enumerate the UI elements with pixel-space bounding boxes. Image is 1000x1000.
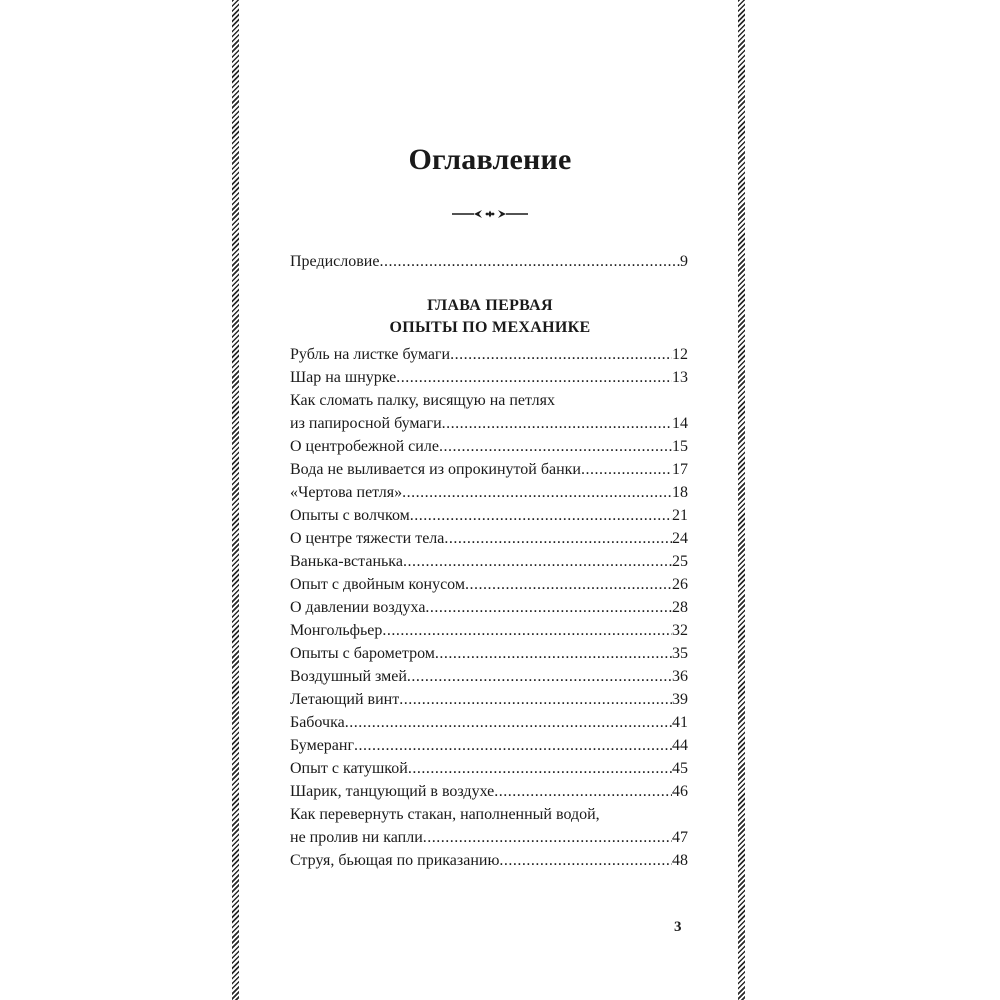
rope-border-right-icon xyxy=(738,0,745,1000)
dot-leader xyxy=(425,596,672,619)
toc-entry-page: 35 xyxy=(672,645,688,662)
dot-leader xyxy=(408,757,672,780)
toc-entry-page: 47 xyxy=(672,829,688,846)
toc-entry-page: 41 xyxy=(672,714,688,731)
toc-entry xyxy=(290,343,688,366)
toc-entry xyxy=(290,550,688,573)
dot-leader xyxy=(499,849,672,872)
toc-entry-page: 44 xyxy=(672,737,688,754)
toc-entry-title: Опыты с волчком xyxy=(290,507,410,524)
toc-entry-page: 15 xyxy=(672,438,688,455)
chapter-name: ОПЫТЫ ПО МЕХАНИКЕ xyxy=(389,319,591,336)
dot-leader xyxy=(494,780,672,803)
toc-entry-page: 36 xyxy=(672,668,688,685)
toc-entry-title: Струя, бьющая по приказанию xyxy=(290,852,500,869)
page-title: Оглавление xyxy=(408,143,572,176)
toc-entry xyxy=(290,734,688,757)
toc-entry-page: 45 xyxy=(672,760,688,777)
dot-leader xyxy=(379,250,680,273)
toc-entry-title: Шар на шнурке xyxy=(290,369,397,386)
toc-entry xyxy=(290,573,688,596)
toc-entry-title: Опыт с двойным конусом xyxy=(290,576,465,593)
toc-entry-title-line: Как сломать палку, висящую на петлях xyxy=(290,392,555,409)
toc-entry xyxy=(290,849,688,872)
toc-entry-page: 21 xyxy=(672,507,688,524)
toc-entry xyxy=(290,711,688,734)
toc-entry-title: «Чертова петля» xyxy=(290,484,403,501)
toc-entry-title: О центре тяжести тела xyxy=(290,530,445,547)
dot-leader xyxy=(442,412,672,435)
dot-leader xyxy=(410,504,672,527)
dot-leader xyxy=(345,711,672,734)
toc-entry-page: 18 xyxy=(672,484,688,501)
toc-entry-title: Монгольфьер xyxy=(290,622,383,639)
toc-entry-title: Предисловие xyxy=(290,253,380,270)
toc-entry-preface xyxy=(290,250,688,273)
toc-entry-title: Бумеранг xyxy=(290,737,355,754)
toc-entry-title: О центробежной силе xyxy=(290,438,439,455)
dot-leader xyxy=(444,527,672,550)
dot-leader xyxy=(465,573,672,596)
toc-entry-page: 13 xyxy=(672,369,688,386)
toc-entry xyxy=(290,596,688,619)
toc-entry xyxy=(290,481,688,504)
toc-entry-title: Воздушный змей xyxy=(290,668,407,685)
toc-entry-title: Бабочка xyxy=(290,714,345,731)
chapter-heading xyxy=(250,295,730,339)
toc-entry xyxy=(290,642,688,665)
toc-entry xyxy=(290,504,688,527)
fleuron-divider-icon xyxy=(452,208,528,220)
toc-entry-page: 24 xyxy=(672,530,688,547)
dot-leader xyxy=(581,458,672,481)
toc-entry xyxy=(290,458,688,481)
chapter-label: ГЛАВА ПЕРВАЯ xyxy=(427,297,553,314)
toc-entry-page: 39 xyxy=(672,691,688,708)
toc-entry-page: 25 xyxy=(672,553,688,570)
dot-leader xyxy=(402,481,672,504)
toc-entry-page: 28 xyxy=(672,599,688,616)
toc-entry xyxy=(290,389,688,435)
page-number: 3 xyxy=(674,919,682,935)
dot-leader xyxy=(450,343,672,366)
toc-entry-title: О давлении воздуха xyxy=(290,599,426,616)
toc-entry-title: Шарик, танцующий в воздухе xyxy=(290,783,495,800)
toc-entry-title-line: Как перевернуть стакан, наполненный водой, xyxy=(290,806,600,823)
toc-entry-title: не пролив ни капли xyxy=(290,829,423,846)
dot-leader xyxy=(403,550,672,573)
toc-entry xyxy=(290,366,688,389)
toc-entry-title: Вода не выливается из опрокинутой банки xyxy=(290,461,581,478)
toc-entry-page: 9 xyxy=(680,253,688,270)
toc-entry xyxy=(290,803,688,849)
dot-leader xyxy=(439,435,672,458)
dot-leader xyxy=(399,688,672,711)
dot-leader xyxy=(407,665,672,688)
toc-entry-title: Опыты с барометром xyxy=(290,645,435,662)
toc-entry-page: 26 xyxy=(672,576,688,593)
toc-entry xyxy=(290,665,688,688)
dot-leader xyxy=(396,366,672,389)
toc-entry-page: 12 xyxy=(672,346,688,363)
toc-entry xyxy=(290,527,688,550)
toc-entry-page: 17 xyxy=(672,461,688,478)
rope-border-left-icon xyxy=(232,0,239,1000)
toc-entry-title: Опыт с катушкой xyxy=(290,760,408,777)
toc-entry xyxy=(290,435,688,458)
toc-entry-page: 32 xyxy=(672,622,688,639)
dot-leader xyxy=(435,642,672,665)
toc-entry-page: 48 xyxy=(672,852,688,869)
toc-entry-title: из папиросной бумаги xyxy=(290,415,442,432)
toc-entry-title: Рубль на листке бумаги xyxy=(290,346,451,363)
dot-leader xyxy=(354,734,672,757)
toc-entry xyxy=(290,780,688,803)
toc-entry xyxy=(290,757,688,780)
toc-entry-title: Ванька-встанька xyxy=(290,553,403,570)
toc-entry xyxy=(290,688,688,711)
dot-leader xyxy=(423,826,672,849)
dot-leader xyxy=(382,619,672,642)
toc-entry xyxy=(290,619,688,642)
toc-entry-page: 46 xyxy=(672,783,688,800)
toc-entry-title: Летающий винт xyxy=(290,691,400,708)
toc-entry-page: 14 xyxy=(672,415,688,432)
